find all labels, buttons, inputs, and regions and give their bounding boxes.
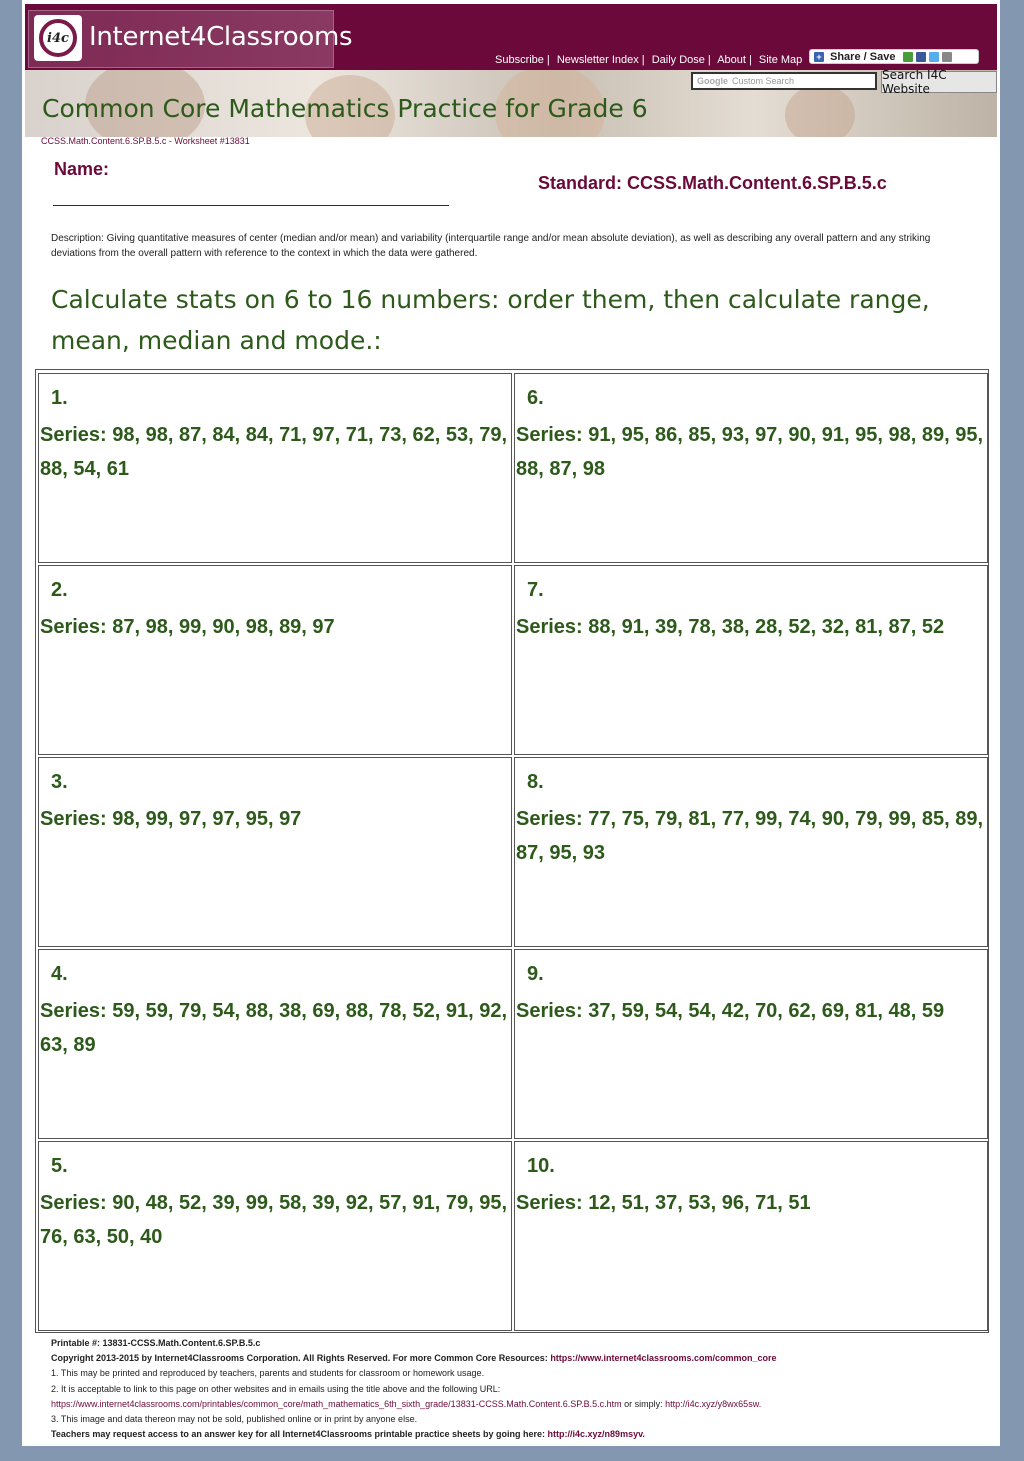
- breadcrumb: CCSS.Math.Content.6.SP.B.5.c - Worksheet #13831: [41, 136, 250, 146]
- problem-series: Series: 59, 59, 79, 54, 88, 38, 69, 88, 78, 52, 91, 92, 63, 89: [40, 1000, 508, 1056]
- problem-series: Series: 91, 95, 86, 85, 93, 97, 90, 91, 95, 98, 89, 95, 88, 87, 98: [516, 424, 984, 480]
- problem-series: Series: 88, 91, 39, 78, 38, 28, 52, 32, 81, 87, 52: [516, 616, 945, 638]
- standard-label: Standard: CCSS.Math.Content.6.SP.B.5.c: [538, 173, 887, 193]
- problem-number: 7.: [527, 579, 544, 601]
- problem-cell-6: [514, 373, 988, 563]
- facebook-icon: [916, 52, 926, 62]
- problem-series: Series: 90, 48, 52, 39, 99, 58, 39, 92, 57, 91, 79, 95, 76, 63, 50, 40: [40, 1192, 508, 1248]
- problem-cell-5: [38, 1141, 512, 1331]
- site-header: [25, 4, 997, 70]
- logo-icon: [34, 15, 82, 61]
- name-line: [53, 205, 449, 206]
- copyright-text: Copyright 2013-2015 by Internet4Classrooms Corporation. All Rights Reserved. For more Common Core Resources:: [51, 1353, 548, 1364]
- footer: [51, 1336, 991, 1442]
- nav-daily-dose[interactable]: Daily Dose: [651, 54, 705, 66]
- email-share-icon: [903, 52, 913, 62]
- usage-note-2: 2. It is acceptable to link to this page on other websites and in emails using the title above and the following URL:: [51, 1383, 501, 1394]
- problem-cell-1: [38, 373, 512, 563]
- problem-series: Series: 87, 98, 99, 90, 98, 89, 97: [40, 616, 335, 638]
- search-placeholder: Custom Search: [732, 76, 795, 86]
- or-simply-text: or simply:: [624, 1398, 663, 1409]
- url-line: [51, 1397, 991, 1412]
- name-label: Name:: [54, 159, 110, 179]
- twitter-icon: [929, 52, 939, 62]
- problem-number: 5.: [51, 1155, 68, 1177]
- problem-cell-2: [38, 565, 512, 755]
- problem-series: Series: 98, 98, 87, 84, 84, 71, 97, 71, 73, 62, 53, 79, 88, 54, 61: [40, 424, 508, 480]
- site-logo[interactable]: [28, 10, 353, 68]
- problem-cell-9: [514, 949, 988, 1139]
- problem-cell-4: [38, 949, 512, 1139]
- problem-number: 10.: [527, 1155, 555, 1177]
- problem-cell-7: [514, 565, 988, 755]
- usage-note-3: 3. This image and data thereon may not be sold, published online or in print by anyone else.: [51, 1414, 418, 1425]
- nav-subscribe[interactable]: Subscribe: [495, 54, 544, 66]
- instructions: Calculate stats on 6 to 16 numbers: order them, then calculate range, mean, median and mode.:: [51, 285, 930, 355]
- answer-key-link[interactable]: http://i4c.xyz/n89msyv.: [547, 1429, 645, 1440]
- nav-newsletter-index[interactable]: Newsletter Index: [556, 54, 639, 66]
- problem-number: 9.: [527, 963, 544, 985]
- nav-about[interactable]: About: [717, 54, 746, 66]
- header-banner: [25, 70, 997, 137]
- search-input[interactable]: [691, 72, 877, 90]
- problem-grid: [35, 369, 989, 1333]
- description: Description: Giving quantitative measures of center (median and/or mean) and variability (interquartile range and/or mean absolute deviation), as well as describing any overall pattern and any striking deviations from the overall pattern with reference to the context in which the data were gathered.: [51, 233, 931, 259]
- nav-site-map[interactable]: Site Map: [758, 54, 803, 66]
- top-nav: Subscribe | Newsletter Index | Daily Dose | About | Site Map: [495, 54, 803, 66]
- problem-number: 4.: [51, 963, 68, 985]
- problem-series: Series: 12, 51, 37, 53, 96, 71, 51: [516, 1192, 811, 1214]
- answer-key-text: Teachers may request access to an answer key for all Internet4Classrooms printable practice sheets by going here:: [51, 1429, 546, 1440]
- logo-text: Internet4Classrooms: [89, 22, 353, 52]
- problem-number: 6.: [527, 387, 544, 409]
- page-title: Common Core Mathematics Practice for Grade 6: [42, 94, 648, 123]
- problem-cell-3: [38, 757, 512, 947]
- problem-cell-10: [514, 1141, 988, 1331]
- logo-mark-text: i4c: [47, 30, 69, 46]
- problem-number: 2.: [51, 579, 68, 601]
- common-core-link[interactable]: https://www.internet4classrooms.com/common_core: [550, 1353, 777, 1364]
- google-brand: Google: [697, 76, 728, 86]
- problem-series: Series: 37, 59, 54, 54, 42, 70, 62, 69, 81, 48, 59: [516, 1000, 945, 1022]
- problem-cell-8: [514, 757, 988, 947]
- problem-number: 8.: [527, 771, 544, 793]
- usage-note-1: 1. This may be printed and reproduced by teachers, parents and students for classroom or homework usage.: [51, 1368, 485, 1379]
- short-url-link[interactable]: http://i4c.xyz/y8wx65sw.: [665, 1398, 762, 1409]
- problem-series: Series: 98, 99, 97, 97, 95, 97: [40, 808, 302, 830]
- share-plus-icon: +: [814, 52, 824, 62]
- share-label: Share / Save: [830, 50, 896, 63]
- problem-number: 3.: [51, 771, 68, 793]
- share-save-button[interactable]: [809, 49, 979, 64]
- search-button[interactable]: Search I4C Website: [881, 71, 997, 93]
- printable-number: Printable #: 13831-CCSS.Math.Content.6.SP.B.5.c: [51, 1338, 261, 1348]
- copyright: [51, 1351, 991, 1366]
- worksheet-url-link[interactable]: https://www.internet4classrooms.com/printables/common_core/math_mathematics_6th_sixth_grade/13831-CCSS.Math.Content.6.SP.B.5.c.htm: [51, 1398, 622, 1409]
- answer-key-note: [51, 1427, 991, 1442]
- worksheet-page: [22, 0, 1000, 1446]
- more-share-icon: [942, 52, 952, 62]
- problem-series: Series: 77, 75, 79, 81, 77, 99, 74, 90, 79, 99, 85, 89, 87, 95, 93: [516, 808, 984, 864]
- problem-number: 1.: [51, 387, 68, 409]
